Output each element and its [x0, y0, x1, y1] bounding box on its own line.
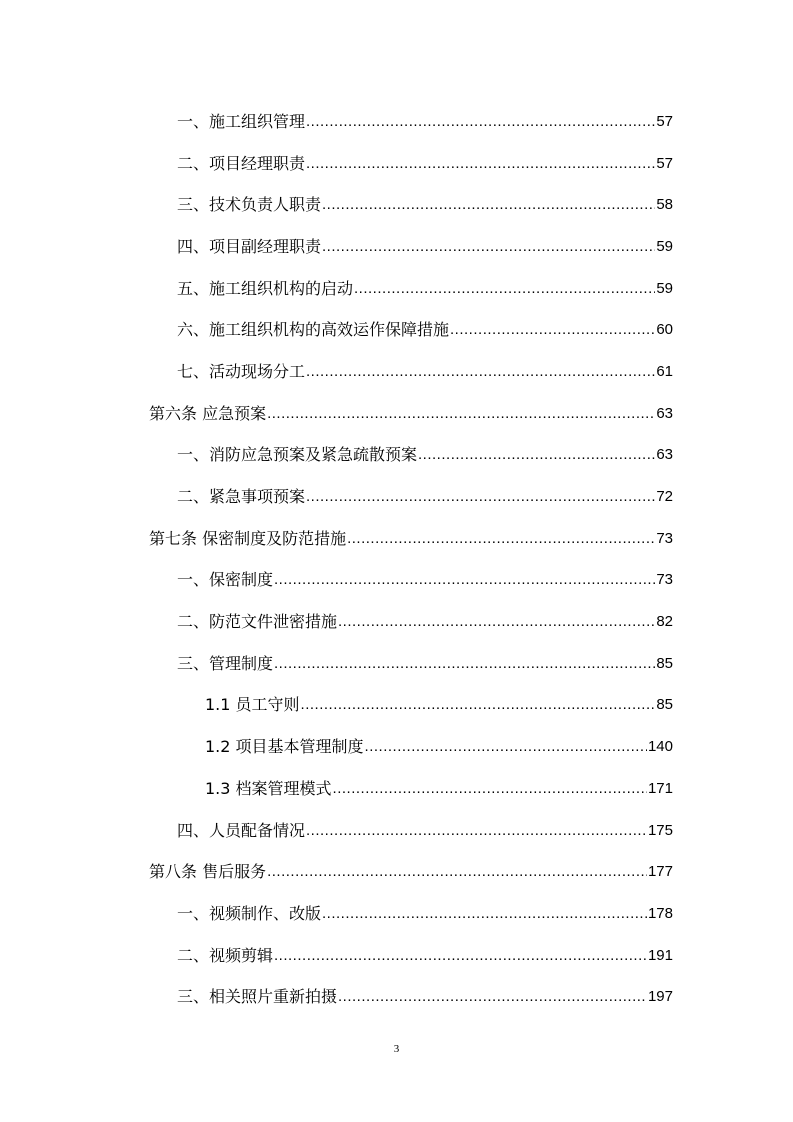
toc-leader-dots: [347, 529, 655, 549]
toc-section-entry[interactable]: [0, 393, 793, 435]
toc-entry-label: 第六条 应急预案: [149, 403, 267, 423]
toc-entry-label: 三、技术负责人职责: [177, 195, 322, 215]
toc-entry[interactable]: [0, 893, 793, 935]
toc-entry-page: 175: [647, 821, 673, 839]
toc-entry-label: 三、相关照片重新拍摄: [177, 987, 338, 1007]
toc-entry-label: 1.3 档案管理模式: [205, 778, 332, 798]
toc-entry[interactable]: [0, 184, 793, 226]
toc-entry-label: 一、视频制作、改版: [177, 903, 322, 923]
toc-entry-label: 一、消防应急预案及紧急疏散预案: [177, 445, 418, 465]
toc-leader-dots: [322, 195, 655, 215]
toc-leader-dots: [322, 237, 655, 257]
toc-entry-page: 171: [647, 779, 673, 797]
toc-subentry[interactable]: [0, 726, 793, 768]
toc-entry-page: 140: [647, 738, 673, 756]
toc-entry-page: 59: [656, 237, 673, 255]
toc-subentry[interactable]: [0, 685, 793, 727]
toc-entry-label: 二、紧急事项预案: [177, 487, 306, 507]
toc-leader-dots: [306, 487, 655, 507]
toc-entry[interactable]: [0, 226, 793, 268]
toc-entry[interactable]: [0, 560, 793, 602]
toc-entry-page: 60: [656, 321, 673, 339]
toc-entry[interactable]: [0, 268, 793, 310]
toc-entry[interactable]: [0, 309, 793, 351]
toc-entry[interactable]: [0, 435, 793, 477]
toc-entry[interactable]: [0, 976, 793, 1018]
toc-entry-page: 178: [647, 904, 673, 922]
toc-entry-page: 57: [656, 154, 673, 172]
toc-entry-page: 85: [656, 654, 673, 672]
toc-entry[interactable]: [0, 351, 793, 393]
toc-entry[interactable]: [0, 643, 793, 685]
toc-entry-label: 1.2 项目基本管理制度: [205, 737, 364, 757]
toc-entry-page: 59: [656, 279, 673, 297]
toc-entry-label: 四、项目副经理职责: [177, 236, 322, 256]
toc-entry-page: 63: [656, 446, 673, 464]
toc-entry-label: 一、保密制度: [177, 570, 274, 590]
toc-leader-dots: [322, 904, 647, 924]
toc-leader-dots: [267, 404, 655, 424]
toc-leader-dots: [306, 362, 655, 382]
toc-subentry[interactable]: [0, 768, 793, 810]
toc-leader-dots: [418, 445, 655, 465]
toc-leader-dots: [306, 821, 647, 841]
toc-entry-page: 61: [656, 362, 673, 380]
toc-entry-label: 四、人员配备情况: [177, 820, 306, 840]
toc-entry[interactable]: [0, 601, 793, 643]
toc-entry-page: 72: [656, 488, 673, 506]
toc-leader-dots: [301, 695, 656, 715]
toc-entry-page: 177: [647, 863, 673, 881]
toc-entry-page: 197: [647, 988, 673, 1006]
toc-entry-label: 七、活动现场分工: [177, 361, 306, 381]
toc-leader-dots: [267, 862, 647, 882]
toc-entry-label: 第七条 保密制度及防范措施: [149, 528, 347, 548]
toc-leader-dots: [338, 987, 647, 1007]
toc-entry-label: 二、视频剪辑: [177, 945, 274, 965]
toc-entry-label: 1.1 员工守则: [205, 695, 300, 715]
toc-leader-dots: [274, 570, 655, 590]
toc-entry-label: 一、施工组织管理: [177, 111, 306, 131]
toc-entry-label: 六、施工组织机构的高效运作保障措施: [177, 320, 450, 340]
page-number: 3: [393, 1043, 400, 1055]
toc-entry[interactable]: [0, 101, 793, 143]
toc-entry-label: 五、施工组织机构的启动: [177, 278, 354, 298]
toc-leader-dots: [338, 612, 655, 632]
toc-entry[interactable]: [0, 935, 793, 977]
toc-leader-dots: [450, 320, 655, 340]
toc-entry-page: 57: [656, 112, 673, 130]
toc-section-entry[interactable]: [0, 851, 793, 893]
toc-entry-label: 三、管理制度: [177, 653, 274, 673]
toc-leader-dots: [354, 279, 655, 299]
toc-entry-page: 73: [656, 571, 673, 589]
toc-entry-page: 191: [647, 946, 673, 964]
toc-entry-page: 63: [656, 404, 673, 422]
toc-section-entry[interactable]: [0, 518, 793, 560]
toc-entry-label: 二、防范文件泄密措施: [177, 612, 338, 632]
toc-entry[interactable]: [0, 810, 793, 852]
toc-entry[interactable]: [0, 476, 793, 518]
toc-entry-page: 85: [656, 696, 673, 714]
toc-entry-page: 82: [656, 613, 673, 631]
toc-leader-dots: [274, 946, 647, 966]
toc-leader-dots: [274, 654, 655, 674]
toc-entry[interactable]: [0, 143, 793, 185]
table-of-contents: [0, 101, 793, 1018]
toc-entry-label: 二、项目经理职责: [177, 153, 306, 173]
toc-leader-dots: [306, 154, 655, 174]
toc-leader-dots: [333, 779, 647, 799]
toc-leader-dots: [306, 112, 655, 132]
toc-entry-page: 58: [656, 196, 673, 214]
toc-leader-dots: [365, 737, 647, 757]
toc-entry-page: 73: [656, 529, 673, 547]
toc-entry-label: 第八条 售后服务: [149, 862, 267, 882]
